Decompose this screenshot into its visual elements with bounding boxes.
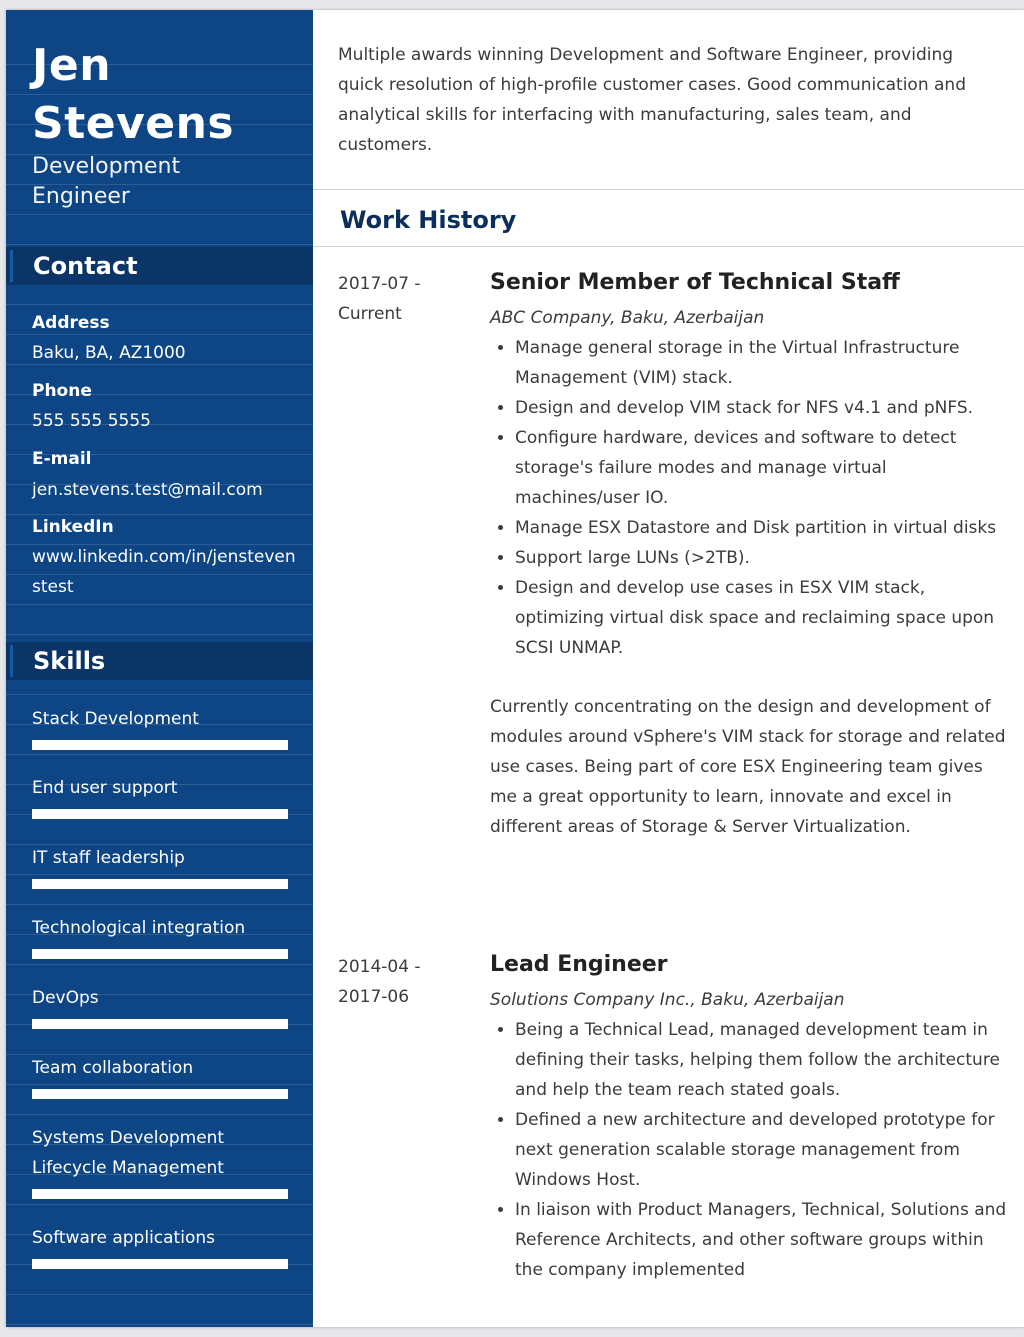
skill-name: Stack Development <box>32 709 199 729</box>
skill-name: Software applications <box>32 1228 215 1248</box>
skill-bar <box>32 1089 288 1099</box>
linkedin-label: LinkedIn <box>32 517 114 537</box>
skills-title: Skills <box>33 647 106 675</box>
skill-bar-fill <box>32 1189 288 1199</box>
job-company: ABC Company, Baku, Azerbaijan <box>490 308 765 328</box>
job-bullet: • Support large LUNs (>2TB). <box>515 543 1010 573</box>
job-dates <box>338 952 478 1012</box>
skill-item <box>32 1123 262 1199</box>
skill-bar-fill <box>32 809 288 819</box>
professional-summary: Multiple awards winning Development and Software Engineer, providing quick resolution of high-profile customer cases. Good communication and analytical skills for interfacing with manufacturing, sales team, and customers. <box>338 45 966 155</box>
sidebar <box>6 10 313 1327</box>
role-line-1: Development <box>32 154 181 179</box>
job-bullets <box>490 333 1010 663</box>
skill-item <box>32 983 302 1029</box>
skill-bar <box>32 1189 288 1199</box>
resume-page <box>6 10 1024 1327</box>
job-date-end: Current <box>338 304 402 324</box>
job-title: Senior Member of Technical Staff <box>490 270 900 295</box>
skill-item <box>32 1223 302 1269</box>
skill-item <box>32 913 302 959</box>
job-date-start: 2014-04 - <box>338 957 421 977</box>
phone-label: Phone <box>32 381 92 401</box>
skill-item <box>32 843 302 889</box>
job-title: Lead Engineer <box>490 952 668 977</box>
first-name: Jen <box>32 40 112 91</box>
job-bullets <box>490 1015 1010 1285</box>
skill-bar-fill <box>32 949 288 959</box>
last-name: Stevens <box>32 98 235 149</box>
skill-bar <box>32 809 288 819</box>
skill-bar <box>32 1019 288 1029</box>
skill-bar-fill <box>32 740 288 750</box>
job-bullet: • Being a Technical Lead, managed development team in defining their tasks, helping them follow the architecture and help the team reach stated goals. <box>515 1015 1010 1105</box>
divider <box>313 246 1024 247</box>
skill-bar-fill <box>32 1259 288 1269</box>
job-dates <box>338 269 478 329</box>
skill-bar <box>32 879 288 889</box>
skills-header <box>6 642 313 680</box>
job-date-end: 2017-06 <box>338 987 410 1007</box>
skill-bar-fill <box>32 1089 288 1099</box>
job-date-start: 2017-07 - <box>338 274 421 294</box>
skill-name: Technological integration <box>32 918 246 938</box>
email-value[interactable]: jen.stevens.test@mail.com <box>32 480 263 500</box>
skill-bar <box>32 949 288 959</box>
skill-name: DevOps <box>32 988 99 1008</box>
phone-value: 555 555 5555 <box>32 411 151 431</box>
job-entry <box>490 266 1010 842</box>
job-company: Solutions Company Inc., Baku, Azerbaijan <box>490 990 845 1010</box>
contact-header <box>6 247 313 285</box>
address-value: Baku, BA, AZ1000 <box>32 343 186 363</box>
skill-bar-fill <box>32 879 288 889</box>
skill-name: IT staff leadership <box>32 848 185 868</box>
email-label: E-mail <box>32 449 92 469</box>
job-description: Currently concentrating on the design and development of modules around vSphere's VIM stack for storage and related use cases. Being part of core ESX Engineering team gives me a great opportunity to learn, innovate and excel in different areas of Storage & Server Virtualization. <box>490 697 1006 837</box>
divider <box>313 189 1024 190</box>
job-bullet: • In liaison with Product Managers, Technical, Solutions and Reference Architects, and other software groups within the company implemented <box>515 1195 1010 1285</box>
skill-bar-fill <box>32 1019 288 1029</box>
skill-item <box>32 1053 302 1099</box>
main-content <box>313 10 1024 1327</box>
job-bullet: • Configure hardware, devices and software to detect storage's failure modes and manage virtual machines/user IO. <box>515 423 1010 513</box>
job-bullet: • Design and develop use cases in ESX VIM stack, optimizing virtual disk space and reclaiming space upon SCSI UNMAP. <box>515 573 1010 663</box>
job-bullet: • Design and develop VIM stack for NFS v4.1 and pNFS. <box>515 393 1010 423</box>
linkedin-value[interactable]: www.linkedin.com/in/jenstevenstest <box>32 547 296 597</box>
role-line-2: Engineer <box>32 184 130 209</box>
skill-name: Systems Development Lifecycle Management <box>32 1128 225 1178</box>
skill-name: End user support <box>32 778 178 798</box>
job-bullet: • Defined a new architecture and developed prototype for next generation scalable storage management from Windows Host. <box>515 1105 1010 1195</box>
skill-bar <box>32 740 288 750</box>
job-bullet: • Manage ESX Datastore and Disk partition in virtual disks <box>515 513 1010 543</box>
skill-item <box>32 773 302 819</box>
job-bullet: • Manage general storage in the Virtual Infrastructure Management (VIM) stack. <box>515 333 1010 393</box>
address-label: Address <box>32 313 110 333</box>
skill-item <box>32 704 302 750</box>
contact-title: Contact <box>33 252 138 280</box>
skill-bar <box>32 1259 288 1269</box>
job-entry <box>490 948 1010 1285</box>
skill-name: Team collaboration <box>32 1058 194 1078</box>
work-history-title: Work History <box>340 206 517 234</box>
